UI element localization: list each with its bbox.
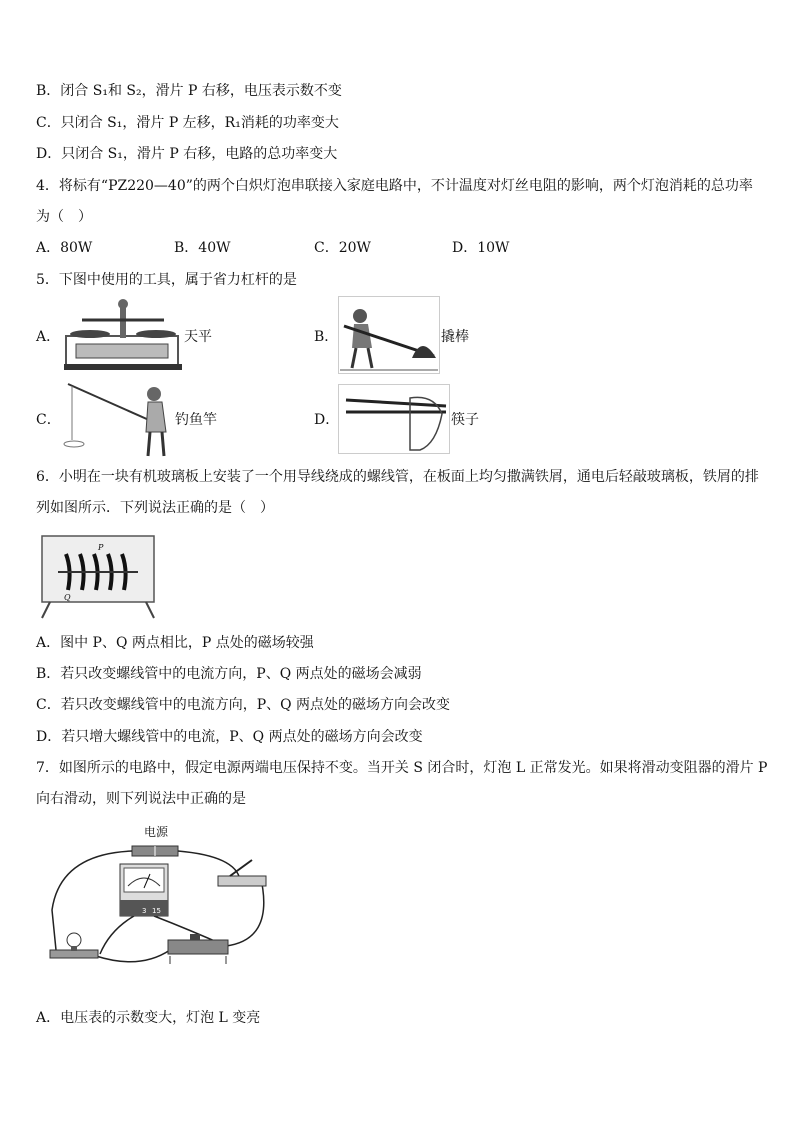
q7-option-a: A．电压表的示数变大，灯泡 L 变亮 (36, 1010, 261, 1026)
q3-option-d: D．只闭合 S₁，滑片 P 右移，电路的总功率变大 (36, 146, 338, 162)
q6-stem-line2: 列如图所示．下列说法正确的是（ ） (36, 500, 274, 516)
q3-option-c: C．只闭合 S₁，滑片 P 左移，R₁消耗的功率变大 (36, 115, 339, 131)
q5-option-b-letter: B． (314, 329, 339, 345)
q5-option-c-label: 钓鱼竿 (175, 412, 217, 428)
q5-option-a-letter: A． (36, 329, 61, 345)
q5-option-d-label: 筷子 (451, 412, 479, 428)
fishing-rod-figure (62, 378, 174, 458)
q4-stem-line2: 为（ ） (36, 209, 92, 225)
solenoid-figure (38, 532, 158, 620)
q5-option-b-label: 撬棒 (441, 329, 469, 345)
balance-scale-figure (62, 296, 184, 374)
q7-stem-line1: 7．如图所示的电路中，假定电源两端电压保持不变。当开关 S 闭合时，灯泡 L 正常发光。如果将滑动变阻器的滑片 P (36, 760, 768, 776)
voltmeter-range-3: 3 (142, 907, 147, 915)
q6-option-b: B．若只改变螺线管中的电流方向，P、Q 两点处的磁场会减弱 (36, 666, 422, 682)
q6-option-c: C．若只改变螺线管中的电流方向，P、Q 两点处的磁场方向会改变 (36, 697, 451, 713)
solenoid-label-p: P (98, 543, 104, 552)
q3-option-b: B．闭合 S₁和 S₂，滑片 P 右移，电压表示数不变 (36, 83, 342, 99)
crowbar-figure (338, 296, 440, 374)
q6-option-d: D．若只增大螺线管中的电流，P、Q 两点处的磁场方向会改变 (36, 729, 423, 745)
circuit-power-label: 电源 (144, 825, 169, 839)
q4-option-c: C．20W (314, 240, 371, 256)
q7-stem-line2: 向右滑动，则下列说法中正确的是 (36, 791, 246, 807)
q5-option-a-label: 天平 (184, 329, 212, 345)
solenoid-label-q: Q (64, 593, 71, 602)
circuit-figure (40, 820, 272, 972)
q6-stem-line1: 6．小明在一块有机玻璃板上安装了一个用导线绕成的螺线管，在板面上均匀撒满铁屑，通电后轻敲玻璃板，铁屑的排 (36, 469, 759, 485)
q4-option-a: A．80W (36, 240, 93, 256)
chopsticks-figure (338, 384, 450, 454)
q5-option-d-letter: D． (314, 412, 340, 428)
q4-stem-line1: 4．将标有“PZ220—40”的两个白炽灯泡串联接入家庭电路中，不计温度对灯丝电阻的影响，两个灯泡消耗的总功率 (36, 178, 753, 194)
q5-option-c-letter: C． (36, 412, 61, 428)
q5-stem: 5．下图中使用的工具，属于省力杠杆的是 (36, 272, 297, 288)
q4-option-b: B．40W (174, 240, 231, 256)
q4-option-d: D．10W (452, 240, 510, 256)
q6-option-a: A．图中 P、Q 两点相比，P 点处的磁场较强 (36, 635, 314, 651)
voltmeter-range-15: 15 (152, 907, 161, 915)
